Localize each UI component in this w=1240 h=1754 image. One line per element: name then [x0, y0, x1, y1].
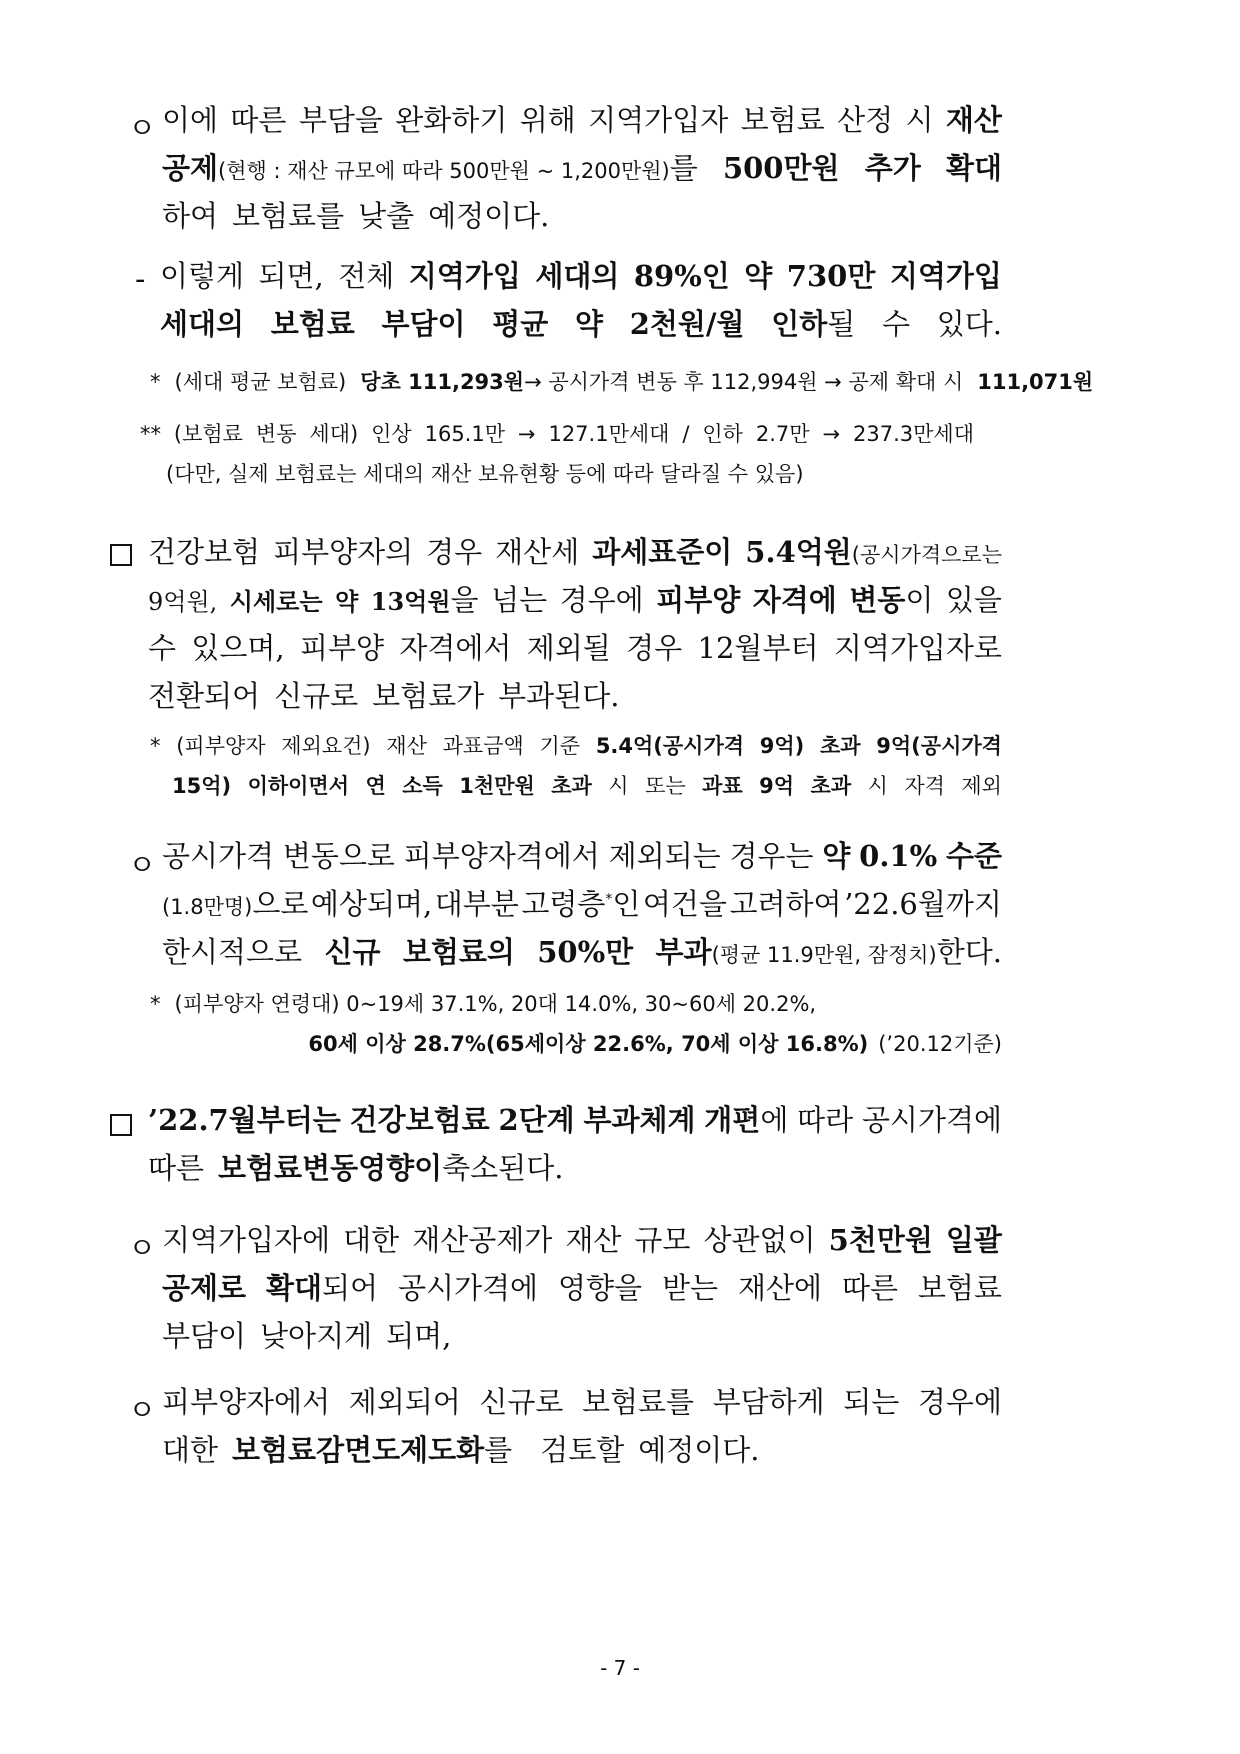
bullet-marker: ㅇ [128, 848, 157, 882]
sub-paragraph [160, 254, 1002, 350]
text-line: 세대의 보험료 부담이 평균 약 2천원/월 인하될 수 있다. [160, 307, 1002, 341]
text-line: * (피부양자 제외요건) 재산 과표금액 기준 5.4억(공시가격 9억) 초과 9억(공시가격 [150, 734, 1002, 758]
text-line: 하여 보험료를 낮출 예정이다. [162, 199, 550, 233]
bullet-paragraph [162, 98, 1002, 242]
text-line: 지역가입자에 대한 재산공제가 재산 규모 상관없이 5천만원 일괄 [162, 1223, 1002, 1257]
text-line: 부담이 낮아지게 되며, [162, 1319, 452, 1353]
footnote [150, 366, 1094, 406]
text-line: 60세 이상 28.7%(65세이상 22.6%, 70세 이상 16.8%) (’20.12기준) [308, 1032, 1002, 1056]
bullet-marker: ㅇ [128, 1393, 157, 1427]
text-line: 15억) 이하이면서 연 소득 1천만원 초과 시 또는 과표 9억 초과 시 자격 제외 [172, 774, 1002, 798]
text-line: 공제(현행 : 재산 규모에 따라 500만원 ~ 1,200만원)를 500만원 추가 확대 [162, 151, 1002, 185]
text-line: 수 있으며, 피부양 자격에서 제외될 경우 12월부터 지역가입자로 [148, 631, 1002, 665]
text-line: 전환되어 신규로 보험료가 부과된다. [148, 679, 620, 713]
text-line: 공제로 확대되어 공시가격에 영향을 받는 재산에 따른 보험료 [162, 1271, 1002, 1305]
section-paragraph [148, 530, 1002, 722]
section-paragraph [148, 1098, 1002, 1194]
bullet-marker: ㅇ [128, 111, 157, 145]
text-line: 이렇게 되면, 전체 지역가입 세대의 89%인 약 730만 지역가입 [160, 259, 1002, 293]
text-line: ’22.7월부터는 건강보험료 2단계 부과체계 개편에 따라 공시가격에 [148, 1103, 1002, 1137]
text-line: 대한 보험료 감면도 제도화를 검토할 예정이다. [162, 1433, 760, 1467]
text-line: (1.8만명)으로 예상되며, 대부분 고령층*인 여건을 고려하여 ’22.6월까지 [162, 887, 1002, 921]
page-number: - 7 - [600, 1656, 640, 1680]
text-line: 건강보험 피부양자의 경우 재산세 과세표준이 5.4억원(공시가격으로는 [148, 535, 1002, 569]
checkbox-square-icon [110, 544, 132, 566]
footnote [150, 988, 1002, 1068]
bullet-paragraph [162, 834, 1002, 978]
bullet-paragraph [162, 1218, 1002, 1362]
text-line: 한시적으로 신규 보험료의 50%만 부과(평균 11.9만원, 잠정치)한다. [162, 935, 1002, 969]
text-line: ** (보험료 변동 세대) 인상 165.1만 → 127.1만세대 / 인하 2.7만 → 237.3만세대 [140, 422, 974, 446]
footnote [150, 730, 1002, 810]
text-line: 이에 따른 부담을 완화하기 위해 지역가입자 보험료 산정 시 재산 [162, 103, 1002, 137]
text-line: 9억원, 시세로는 약 13억원을 넘는 경우에 피부양 자격에 변동이 있을 [148, 583, 1002, 617]
text-line: 피부양자에서 제외되어 신규로 보험료를 부담하게 되는 경우에 [162, 1385, 1002, 1419]
text-line: 공시가격 변동으로 피부양자격에서 제외되는 경우는 약 0.1% 수준 [162, 839, 1002, 873]
text-line: * (세대 평균 보험료) 당초 111,293원 → 공시가격 변동 후 112,994원 → 공제 확대 시 111,071원 [150, 370, 1094, 394]
bullet-paragraph [162, 1380, 1002, 1476]
text-line: 따른 보험료 변동영향이 축소된다. [148, 1151, 564, 1185]
footnote [140, 418, 974, 498]
text-line: * (피부양자 연령대) 0~19세 37.1%, 20대 14.0%, 30~60세 20.2%, [150, 992, 817, 1016]
bullet-marker: ㅇ [128, 1231, 157, 1265]
text-line: (다만, 실제 보험료는 세대의 재산 보유현황 등에 따라 달라질 수 있음) [166, 462, 804, 486]
checkbox-square-icon [110, 1114, 132, 1136]
dash-marker: - [135, 262, 146, 296]
